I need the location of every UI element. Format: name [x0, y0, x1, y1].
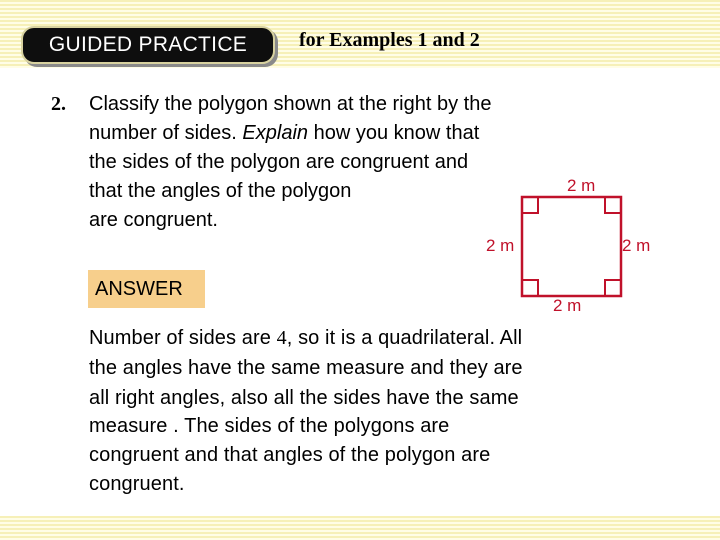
question-line-5: are congruent.	[89, 209, 218, 231]
answer-line-2: the angles have the same measure and they are	[89, 357, 523, 379]
answer-side-count: 4	[276, 327, 287, 349]
question-line-2	[89, 122, 479, 145]
right-angle-mark-bottom-right	[605, 280, 621, 296]
question-explain-word: Explain	[242, 122, 309, 144]
answer-line-1-end: , so it is a quadrilateral. All	[286, 327, 523, 349]
question-line-2-tail: how you know that	[313, 122, 480, 144]
bottom-side-label: 2 m	[553, 296, 582, 315]
question-number: 2.	[51, 93, 66, 115]
footer-band	[0, 516, 720, 540]
answer-line-1	[89, 327, 522, 350]
answer-line-6: congruent.	[89, 473, 185, 495]
top-side-label: 2 m	[567, 176, 596, 195]
right-angle-mark-top-right	[605, 197, 621, 213]
answer-line-1-start: Number of sides are	[89, 327, 277, 349]
square-figure	[470, 175, 660, 320]
question-line-1: Classify the polygon shown at the right by the	[89, 93, 492, 115]
right-angle-mark-top-left	[522, 197, 538, 213]
answer-line-3: all right angles, also all the sides have the same	[89, 387, 519, 409]
question-line-3: the sides of the polygon are congruent and	[89, 151, 469, 173]
right-angle-mark-bottom-left	[522, 280, 538, 296]
question-line-2-text: number of sides.	[89, 122, 237, 144]
answer-label: ANSWER	[88, 270, 205, 308]
answer-line-4: measure . The sides of the polygons are	[89, 415, 450, 437]
square-shape	[522, 197, 621, 296]
answer-line-5: congruent and that angles of the polygon are	[89, 444, 491, 466]
examples-subtitle: for Examples 1 and 2	[299, 29, 480, 51]
left-side-label: 2 m	[486, 236, 515, 255]
question-line-4: that the angles of the polygon	[89, 180, 352, 202]
guided-practice-badge: GUIDED PRACTICE	[21, 26, 275, 64]
right-side-label: 2 m	[622, 236, 651, 255]
right-angle-marks	[522, 197, 621, 296]
